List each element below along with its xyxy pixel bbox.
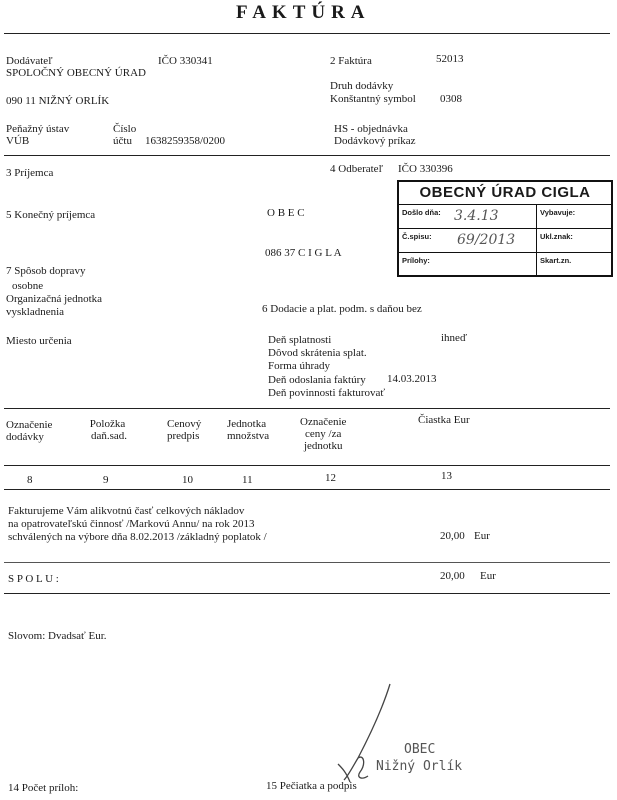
divider (4, 33, 610, 34)
col-number: 8 (27, 474, 33, 486)
item-description-1: Fakturujeme Vám alikvotnú časť celkových nákladov (8, 505, 245, 517)
reason-label: Dôvod skrátenia splat. (268, 347, 367, 359)
invoice-number: 52013 (436, 53, 464, 65)
stamp-handled-label: Vybavuje: (540, 208, 576, 217)
bank-label: Peňažný ústav (6, 123, 70, 135)
buyer-label: 4 Odberateľ (330, 163, 384, 175)
order-label: HS - objednávka (334, 123, 408, 135)
sent-date: 14.03.2013 (387, 373, 437, 385)
col-number: 13 (441, 470, 452, 482)
sent-label: Deň odoslania faktúry (268, 374, 366, 386)
col-header: Cenový predpis (167, 418, 202, 442)
divider (4, 408, 610, 409)
col-header: Jednotka množstva (227, 418, 270, 442)
item-description-3: schválených na výbore dňa 8.02.2013 /základný poplatok / (8, 531, 267, 543)
buyer-name: O B E C (267, 207, 305, 219)
document-title: FAKTÚRA (236, 2, 371, 23)
divider (4, 489, 610, 490)
stamp-storage-label: Ukl.znak: (540, 232, 573, 241)
account-number: 1638259358/0200 (145, 135, 226, 147)
total-currency: Eur (480, 570, 496, 582)
due-value: ihneď (441, 332, 468, 344)
col-header: Položka daň.sad. (89, 418, 128, 442)
stamp-received-label: Došlo dňa: (402, 208, 441, 217)
stamp-attachments-label: Prílohy: (402, 256, 430, 265)
stamp-reg-value: 69/2013 (457, 232, 516, 248)
item-currency: Eur (474, 530, 490, 542)
account-label-2: účtu (113, 135, 132, 147)
divider (4, 465, 610, 466)
payment-label: Forma úhrady (268, 360, 331, 372)
divider (4, 562, 610, 563)
supplier-address: 090 11 NIŽNÝ ORLÍK (6, 95, 110, 107)
org-unit-label: Organizačná jednotka (6, 293, 103, 305)
supplier-label: Dodávateľ (6, 55, 53, 67)
final-recipient-label: 5 Konečný príjemca (6, 209, 96, 221)
round-seal-line1: OBEC (404, 742, 436, 757)
account-label: Číslo (113, 123, 137, 135)
recipient-label: 3 Príjemca (6, 167, 54, 179)
taxable-label: Deň povinnosti fakturovať (268, 387, 386, 399)
buyer-ico: IČO 330396 (398, 163, 453, 175)
col-number: 10 (182, 474, 193, 486)
supplier-name: SPOLOČNÝ OBECNÝ ÚRAD (6, 67, 146, 79)
total-label: S P O L U : (8, 573, 59, 585)
supplier-ico: IČO 330341 (158, 55, 213, 67)
buyer-address: 086 37 C I G L A (265, 247, 342, 259)
stamp-received-value: 3.4.13 (454, 208, 499, 224)
item-amount: 20,00 (440, 530, 465, 542)
total-amount: 20,00 (440, 570, 465, 582)
col-header: Čiastka Eur (418, 414, 470, 426)
org-unit-label-2: vyskladnenia (6, 306, 65, 318)
constant-symbol-label: Konštantný symbol (330, 93, 416, 105)
conditions-label: 6 Dodacie a plat. podm. s daňou bez (262, 303, 422, 315)
attachments-count-label: 14 Počet príloh: (8, 782, 79, 794)
invoice-number-label: 2 Faktúra (330, 55, 372, 67)
round-seal (366, 742, 462, 774)
due-label: Deň splatnosti (268, 334, 332, 346)
divider (4, 593, 610, 594)
col-number: 11 (242, 474, 253, 486)
transport-value: osobne (12, 280, 44, 292)
constant-symbol: 0308 (440, 93, 462, 105)
col-header: Označenie ceny /za jednotku (300, 416, 347, 452)
seal-signature-label: 15 Pečiatka a podpis (266, 780, 357, 792)
item-description-2: na opatrovateľskú činnosť /Markovú Annu/ na rok 2013 (8, 518, 255, 530)
delivery-type-label: Druh dodávky (330, 80, 394, 92)
delivery-order-label: Dodávkový príkaz (334, 135, 416, 147)
transport-label: 7 Spôsob dopravy (6, 265, 86, 277)
registry-stamp (397, 180, 613, 277)
stamp-reg-label: Č.spisu: (402, 232, 432, 241)
divider (4, 155, 610, 156)
stamp-header: OBECNÝ ÚRAD CIGLA (419, 184, 591, 201)
col-header: Označenie dodávky (6, 419, 53, 443)
bank-name: VÚB (6, 135, 30, 147)
stamp-shred-label: Skart.zn. (540, 256, 572, 265)
col-number: 9 (103, 474, 109, 486)
col-number: 12 (325, 472, 336, 484)
destination-label: Miesto určenia (6, 335, 72, 347)
amount-in-words: Slovom: Dvadsať Eur. (8, 630, 107, 642)
round-seal-line2: Nižný Orlík (376, 759, 463, 774)
